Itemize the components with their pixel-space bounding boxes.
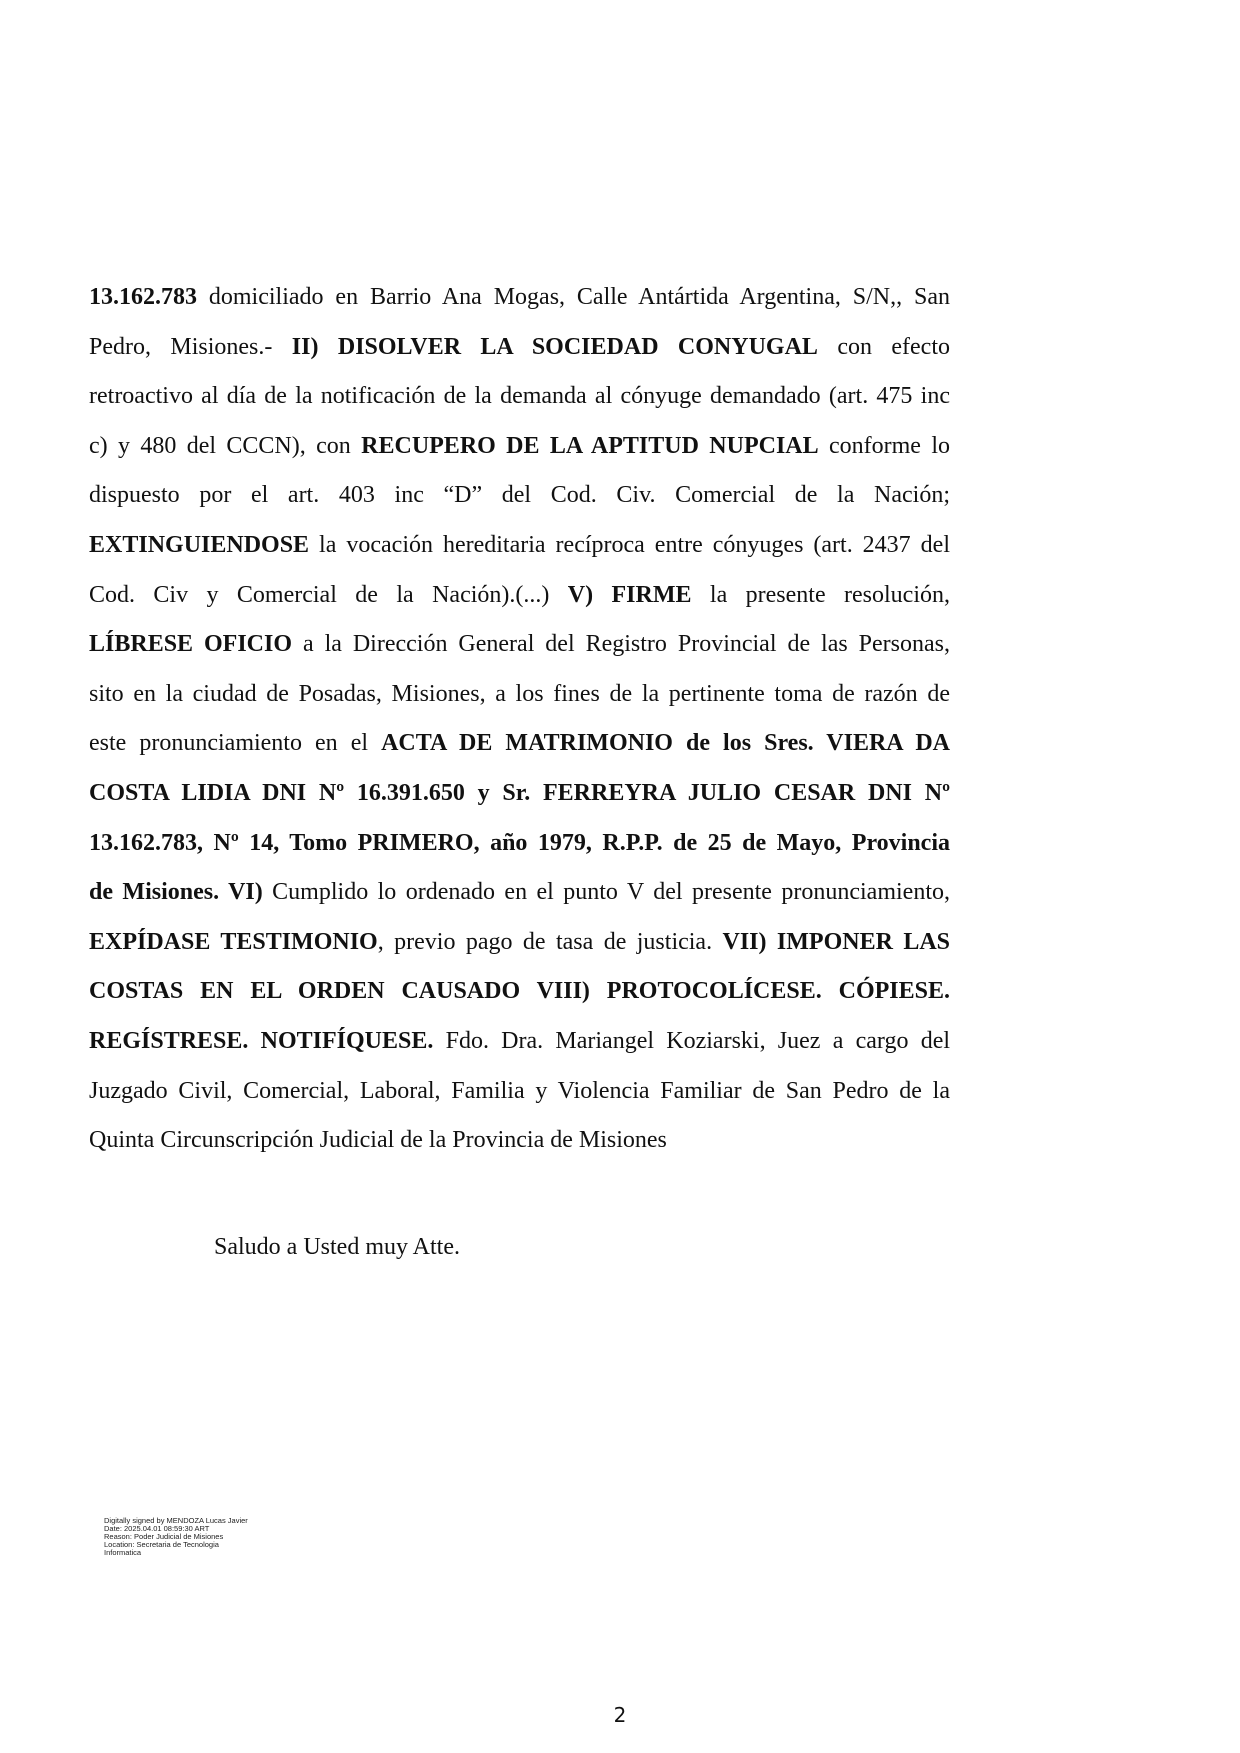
body-line (89, 371, 950, 421)
text-run: Cod. Civ y Comercial de la Nación).(...) (89, 581, 568, 608)
closing-salutation: Saludo a Usted muy Atte. (214, 1234, 460, 1260)
bold-text: EXPÍDASE TESTIMONIO (89, 928, 378, 955)
body-line (89, 1115, 950, 1165)
body-line (89, 520, 950, 570)
body-line (89, 619, 950, 669)
text-run: este pronunciamiento en el (89, 730, 382, 757)
bold-text: 13.162.783 (89, 284, 197, 310)
text-run: Quinta Circunscripción Judicial de la Provincia de Misiones (89, 1127, 667, 1154)
body-line (89, 966, 950, 1016)
body-line (89, 818, 950, 868)
text-run: domiciliado en Barrio Ana Mogas, Calle Antártida Argentina, S/N,, San (197, 284, 950, 310)
bold-text: 13.162.783, Nº 14, Tomo PRIMERO, año 1979, R.P.P. de 25 de Mayo, Provincia (89, 829, 950, 856)
body-line (89, 272, 950, 322)
signature-location: Location: Secretaria de Tecnologia (104, 1540, 219, 1549)
signature-signed-by: Digitally signed by MENDOZA Lucas Javier (104, 1516, 248, 1525)
bold-text: de Misiones. VI) (89, 879, 263, 906)
body-line (89, 470, 950, 520)
bold-text: ACTA DE MATRIMONIO de los Sres. VIERA DA (381, 730, 950, 757)
digital-signature-stamp (104, 1517, 248, 1557)
page-number: 2 (613, 1703, 627, 1727)
text-run: , previo pago de tasa de justicia. (377, 928, 723, 955)
text-run: retroactivo al día de la notificación de la demanda al cónyuge demandado (art. 475 inc (89, 383, 950, 410)
body-line (89, 322, 950, 372)
text-run: con efecto (817, 333, 950, 360)
body-line (89, 917, 950, 967)
text-run: Pedro, Misiones.- (89, 333, 292, 360)
body-line (89, 570, 950, 620)
bold-text: REGÍSTRESE. NOTIFÍQUESE. (89, 1028, 434, 1054)
bold-text: COSTA LIDIA DNI Nº 16.391.650 y Sr. FERREYRA JULIO CESAR DNI Nº (89, 780, 950, 806)
body-line (89, 1066, 950, 1116)
bold-text: COSTAS EN EL ORDEN CAUSADO VIII) PROTOCOLÍCESE. CÓPIESE. (89, 978, 950, 1005)
text-run: sito en la ciudad de Posadas, Misiones, a los fines de la pertinente toma de razón de (89, 680, 950, 707)
text-run: Fdo. Dra. Mariangel Koziarski, Juez a cargo del (433, 1028, 951, 1054)
body-line (89, 669, 950, 719)
text-run: dispuesto por el art. 403 inc “D” del Cod. Civ. Comercial de la Nación; (89, 482, 950, 509)
bold-text: V) FIRME (567, 581, 692, 608)
body-line (89, 421, 950, 471)
text-run: la presente resolución, (691, 581, 950, 608)
bold-text: EXTINGUIENDOSE (89, 532, 310, 558)
text-run: Cumplido lo ordenado en el punto V del presente pronunciamiento, (262, 879, 950, 906)
bold-text: LÍBRESE OFICIO (89, 631, 293, 658)
text-run: conforme lo (818, 432, 950, 459)
bold-text: VII) IMPONER LAS (722, 928, 951, 955)
body-line (89, 718, 950, 768)
text-run: Juzgado Civil, Comercial, Laboral, Familia y Violencia Familiar de San Pedro de la (89, 1077, 950, 1104)
body-line (89, 1016, 950, 1066)
signature-reason: Reason: Poder Judicial de Misiones (104, 1532, 224, 1541)
body-line (89, 768, 950, 818)
bold-text: RECUPERO DE LA APTITUD NUPCIAL (361, 432, 819, 459)
signature-date: Date: 2025.04.01 08:59:30 ART (104, 1524, 210, 1533)
text-run: a la Dirección General del Registro Provincial de las Personas, (292, 631, 950, 658)
signature-location-cont: Informatica (104, 1548, 142, 1557)
text-run: la vocación hereditaria recíproca entre cónyuges (art. 2437 del (309, 532, 950, 558)
text-run: c) y 480 del CCCN), con (89, 432, 362, 459)
bold-text: II) DISOLVER LA SOCIEDAD CONYUGAL (291, 333, 818, 360)
body-line (89, 867, 950, 917)
